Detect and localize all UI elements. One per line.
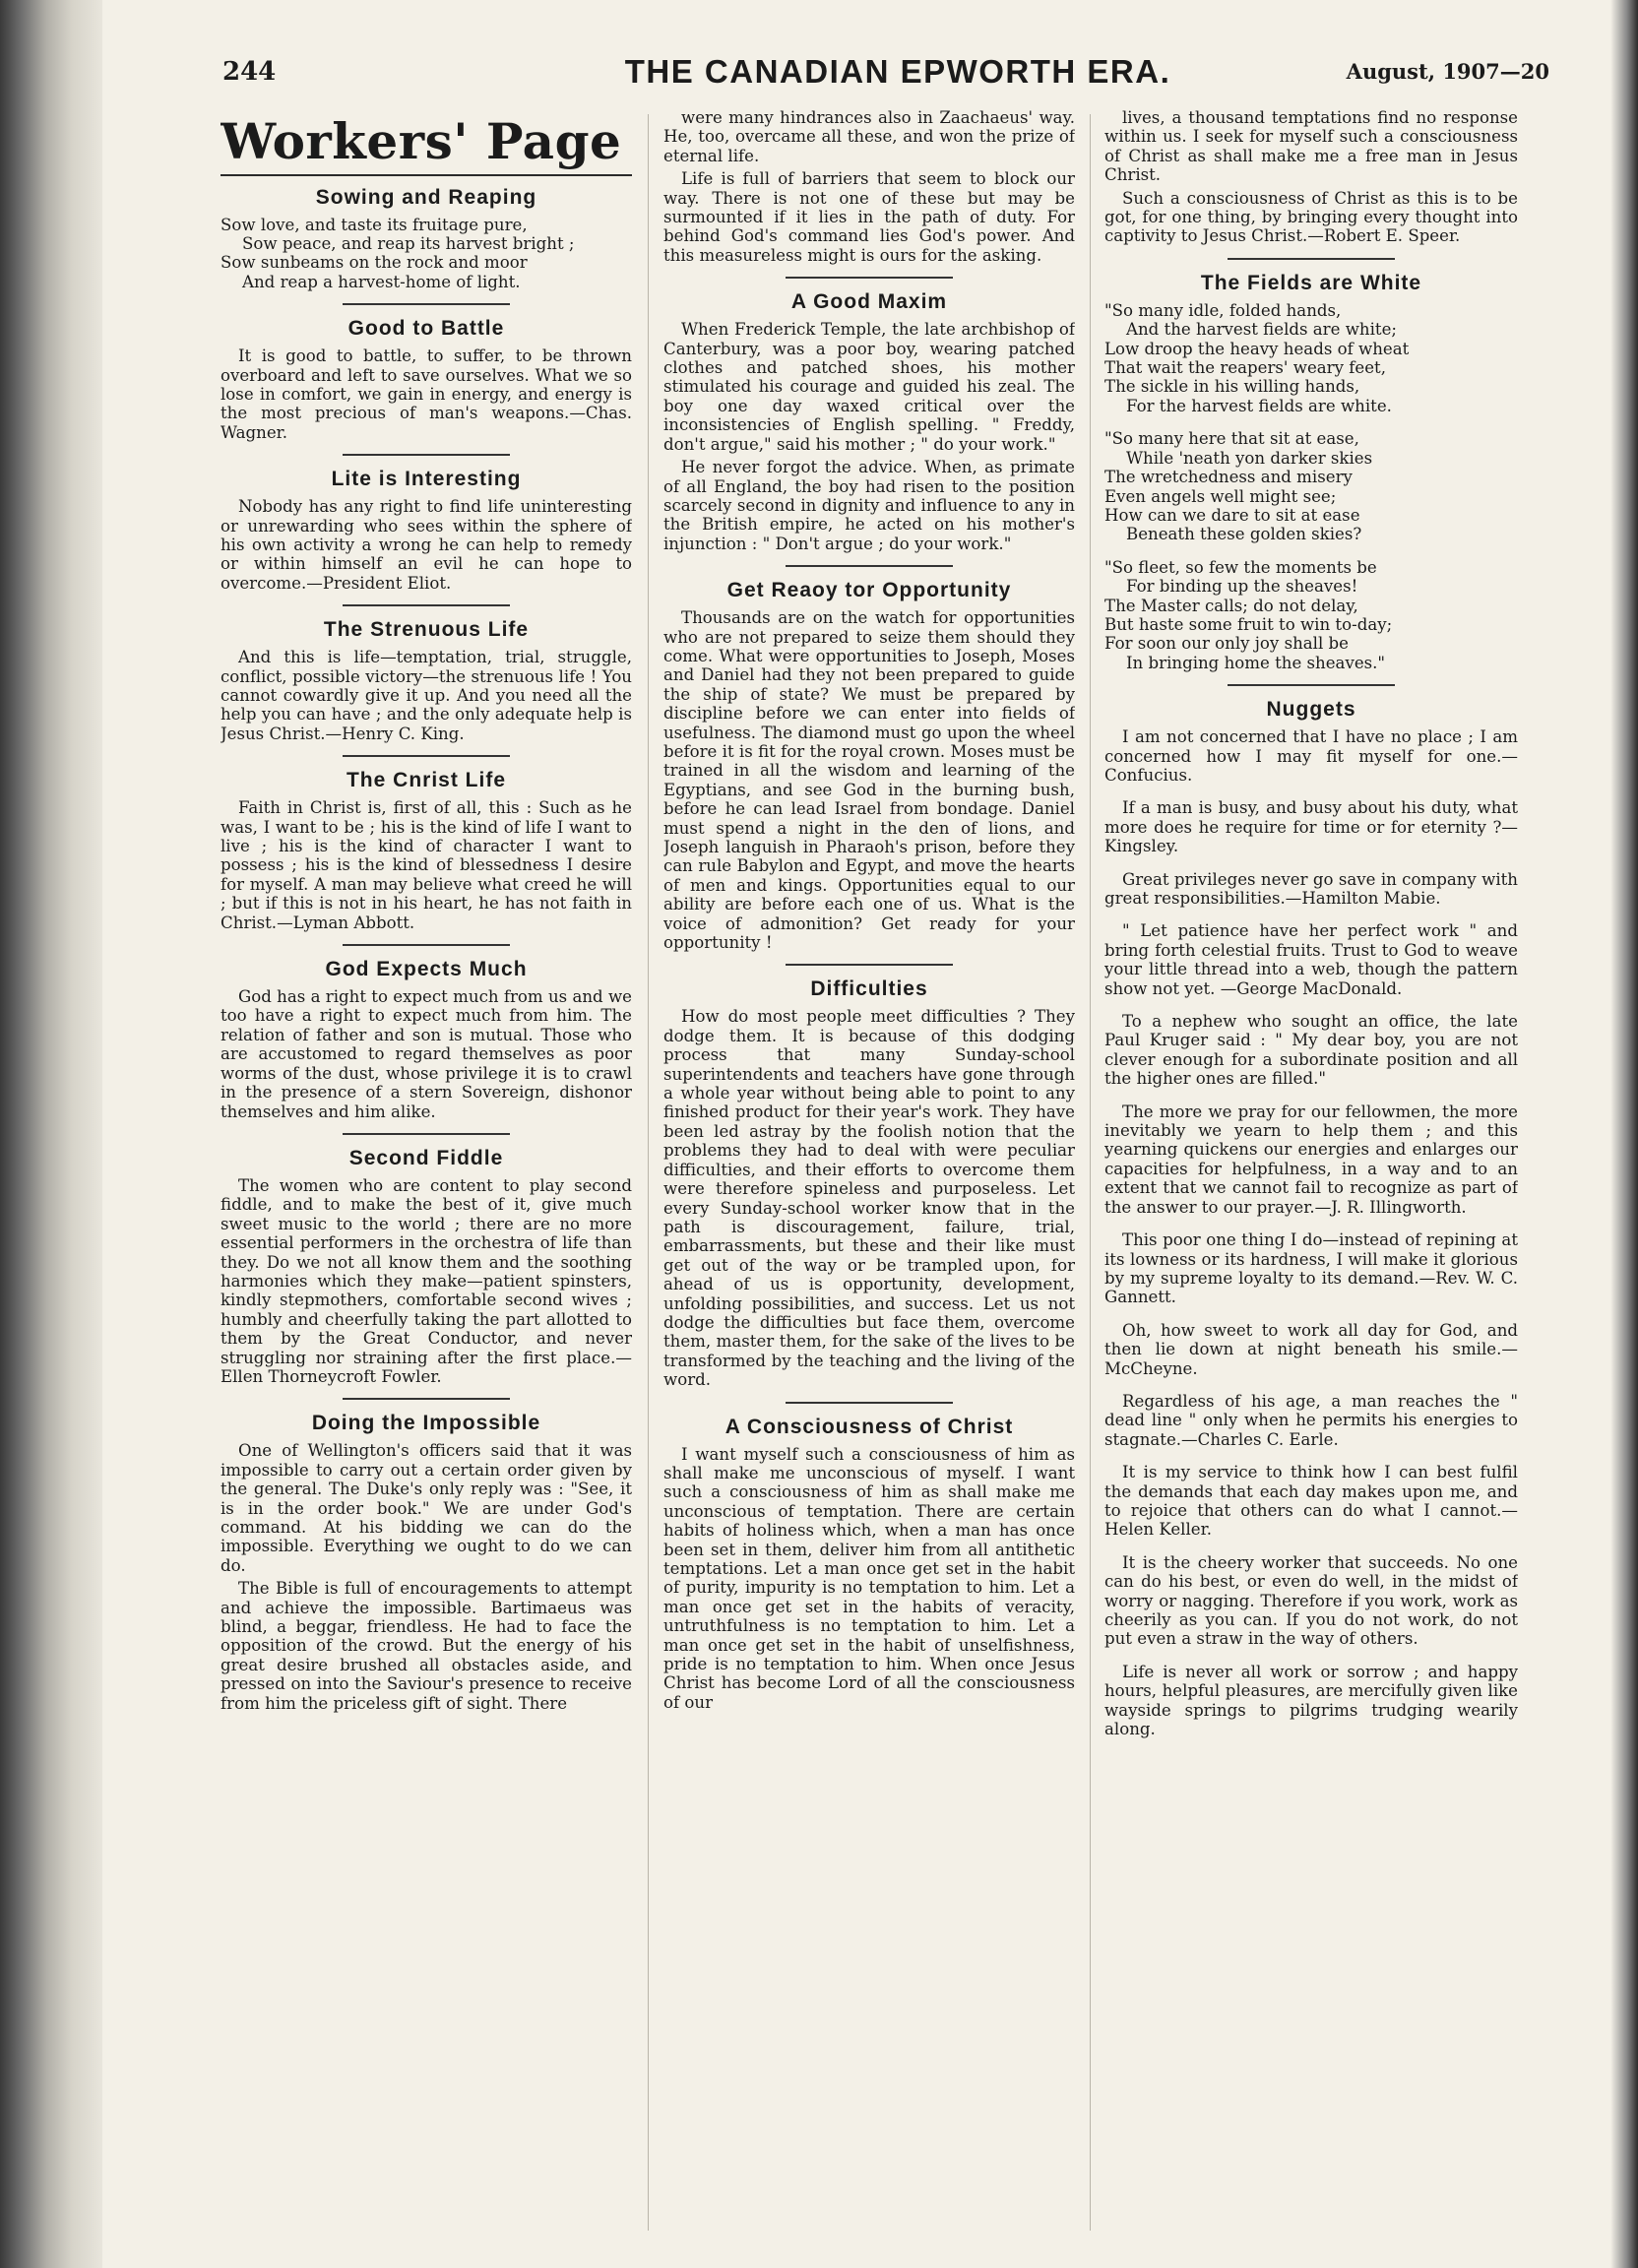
column-rule [1090,114,1091,2231]
section-separator [343,454,510,456]
page-title: Workers' Page [220,116,632,176]
article-title: Nuggets [1266,698,1356,722]
article-paragraph: Nobody has any right to find life uninteresting or unrewarding who sees within the sphere of his own activity a wrong he can help to remedy or within himself an evil he can hope to overcome.—President Eliot. [220,497,632,593]
poem-stanza [1104,558,1518,672]
issue-date: August, 1907—20 [1346,59,1549,84]
article-paragraph: When Frederick Temple, the late archbishop of Canterbury, was a poor boy, wearing patched clothes and patched shoes, his mother stimulated his courage and guided his zeal. The boy one day waxed critical over the inconsistencies of English spelling. " Freddy, don't argue," said his mother ; " do your work." [663,320,1075,454]
section-separator [1228,258,1395,260]
article-title: Good to Battle [347,317,505,341]
poem-line: For the harvest fields are white. [1126,396,1392,415]
article [1104,698,1518,1738]
poem-line: Sow peace, and reap its harvest bright ; [242,233,575,253]
article [663,108,1075,265]
article-paragraph: And this is life—temptation, trial, struggle, conflict, possible victory—the strenuous life ! You cannot cowardly give it up. And you need all the help you can have ; and the only adequate help is Jesus Christ.—Henry C. King. [220,648,632,743]
article-paragraph: lives, a thousand temptations find no response within us. I seek for myself such a consciousness of Christ as shall make me a free man in Jesus Christ. [1104,108,1518,185]
article-title: Sowing and Reaping [315,185,537,209]
poem-line: How can we dare to sit at ease [1104,505,1360,525]
article [220,468,632,593]
article-paragraph: He never forgot the advice. When, as primate of all England, the boy had risen to the position scarcely second in dignity and influence to any in the British empire, he acted on his mother's injunction : " Don't argue ; do your work." [663,458,1075,553]
poem-line: For soon our only joy shall be [1104,634,1349,654]
poem-line: "So many here that sit at ease, [1104,429,1359,449]
poem-line: The sickle in his willing hands, [1104,377,1360,397]
nugget-paragraph: To a nephew who sought an office, the late Paul Kruger said : " My dear boy, you are not clever enough for a subordinate position and all the higher ones are filled." [1104,1012,1518,1089]
article-title: Difficulties [810,977,928,1001]
article [663,977,1075,1389]
nugget-paragraph: If a man is busy, and busy about his duty, what more does he require for time or for eternity ?—Kingsley. [1104,798,1518,856]
article [220,1147,632,1386]
article-paragraph: One of Wellington's officers said that it was impossible to carry out a certain order given by the general. The Duke's only reply was : "See, it is in the order book." We are under God's command. At his bidding we can do the impossible. Everything we ought to do we can do. [220,1441,632,1575]
poem-line: "So fleet, so few the moments be [1104,557,1377,577]
book-binding-shadow [0,0,102,2268]
article [663,579,1075,952]
section-separator [786,277,953,279]
article [1104,108,1518,246]
article-title: Get Reaoy tor Opportunity [726,579,1012,602]
section-separator [1228,684,1395,686]
article-title: Doing the Impossible [311,1412,541,1435]
nugget-paragraph: The more we pray for our fellowmen, the more inevitably we yearn to help them ; and this yearning quickens our energies and enlarges our capacities for helpfulness, in a way and to an extent that we cannot fail to recognize as part of the answer to our prayer.—J. R. Illingworth. [1104,1102,1518,1217]
column-3-articles [1104,108,1518,1738]
article-paragraph: How do most people meet difficulties ? They dodge them. It is because of this dodging process that many Sunday-school superintendents and teachers have gone through a whole year without being able to point to any finished product for their year's work. They have been led astray by the foolish notion that the problems they had to deal with were peculiar difficulties, and their efforts to overcome them were therefore spineless and purposeless. Let every Sunday-school worker know that in the path is discouragement, failure, trial, embarrassments, but these and their like must get out of the way or be trampled upon, for ahead of us is opportunity, development, unfolding possibilities, and success. Let us not dodge the difficulties but face them, overcome them, master them, for the sake of the lives to be transformed by the teaching and the living of the word. [663,1007,1075,1390]
poem-line: Even angels well might see; [1104,486,1337,506]
magazine-page [219,51,1577,2246]
article-paragraph: Life is full of barriers that seem to block our way. There is not one of these but may be surmounted if it lies in the path of duty. For behind God's command lies God's power. And this measureless might is ours for the asking. [663,169,1075,265]
article-paragraph: were many hindrances also in Zaachaeus' way. He, too, overcame all these, and won the prize of eternal life. [663,108,1075,165]
column-1 [220,108,632,2235]
poem-line: For binding up the sheaves! [1126,577,1358,597]
article [220,1412,632,1713]
article [220,317,632,442]
article-title: God Expects Much [325,958,528,981]
article-title: Lite is Interesting [331,468,522,491]
poem-line: Low droop the heavy heads of wheat [1104,339,1410,358]
column-2 [663,108,1075,2235]
nugget-paragraph: Great privileges never go save in company with great responsibilities.—Hamilton Mabie. [1104,869,1518,908]
masthead: THE CANADIAN EPWORTH ERA. [624,53,1171,90]
article-title: A Good Maxim [790,290,948,314]
article-title: The Fields are White [1200,271,1422,294]
poem-line: "So many idle, folded hands, [1104,300,1342,320]
page-edge-shadow [1610,0,1638,2268]
article-paragraph: Such a consciousness of Christ as this is to be got, for one thing, by bringing every thought into captivity to Jesus Christ.—Robert E. Speer. [1104,188,1518,246]
article [220,958,632,1121]
section-separator [343,1133,510,1135]
poem-line: Sow sunbeams on the rock and moor [220,253,528,273]
poem-line: That wait the reapers' weary feet, [1104,358,1386,378]
nugget-paragraph: Regardless of his age, a man reaches the " dead line " only when he permits his energies to stagnate.—Charles C. Earle. [1104,1391,1518,1449]
section-separator [343,303,510,305]
poem-line: Beneath these golden skies? [1126,525,1362,544]
nugget-paragraph: " Let patience have her perfect work " and bring forth celestial fruits. Trust to God to weave your little thread into a web, though the pattern show not yet. —George MacDonald. [1104,921,1518,998]
article [220,186,632,292]
section-separator [786,964,953,966]
article-paragraph: God has a right to expect much from us and we too have a right to expect much from him. The relation of father and son is mutual. Those who are accustomed to regard themselves as poor worms of the dust, whose privilege it is to crawl in the presence of a stern Sovereign, dishonor themselves and him alike. [220,987,632,1121]
section-separator [786,565,953,567]
article [1104,272,1518,672]
poem-line: The Master calls; do not delay, [1104,596,1358,615]
poem-stanza [220,216,632,292]
article [220,618,632,743]
article-title: A Consciousness of Christ [724,1415,1014,1438]
column-3 [1104,108,1518,2235]
article-title: The Cnrist Life [346,769,506,792]
article-paragraph: I want myself such a consciousness of him as shall make me unconscious of myself. I want such a consciousness of him as shall make me unconscious of temptation. There are certain habits of holiness which, when a man has once been set in them, deliver him from all antithetic temptations. Let a man once get set in the habit of purity, impurity is no temptation to him. Let a man once get set in the habits of veracity, untruthfulness is no temptation to him. Let a man once get set in the habit of unselfishness, pride is no temptation to him. When once Jesus Christ has become Lord of all the consciousness of our [663,1444,1075,1712]
poem-stanza [1104,301,1518,415]
section-separator [343,755,510,757]
section-separator [343,604,510,606]
poem-line: And reap a harvest-home of light. [242,272,521,291]
article-paragraph: Faith in Christ is, first of all, this : Such as he was, I want to be ; his is the kind of life I want to live ; his is the kind of character I want to possess ; his is the kind of blessedness I desire for myself. A man may believe what creed he will ; but if this is not in his heart, he has not faith in Christ.—Lyman Abbott. [220,798,632,932]
poem-line: But haste some fruit to win to-day; [1104,614,1393,634]
article-title: Second Fiddle [348,1146,504,1169]
article [663,290,1075,553]
nugget-paragraph: It is my service to think how I can best fulfil the demands that each day makes upon me, and to rejoice that others can do what I cannot.—Helen Keller. [1104,1463,1518,1540]
article-title: The Strenuous Life [323,618,530,642]
article-paragraph: The Bible is full of encouragements to attempt and achieve the impossible. Bartimaeus was blind, a beggar, friendless. He had to face the opposition of the crowd. But the energy of his great desire brushed all obstacles aside, and pressed on into the Saviour's presence to receive from him the priceless gift of sight. There [220,1579,632,1713]
nugget-paragraph: I am not concerned that I have no place ; I am concerned how I may fit myself for one.—Confucius. [1104,727,1518,785]
section-separator [343,1398,510,1400]
section-separator [786,1402,953,1404]
poem-line: In bringing home the sheaves." [1126,653,1386,672]
article [220,769,632,932]
column-rule [648,114,649,2231]
column-2-articles [663,108,1075,1712]
poem-line: The wretchedness and misery [1104,468,1353,487]
poem-line: And the harvest fields are white; [1126,320,1397,340]
page-number: 244 [222,57,277,87]
nugget-paragraph: It is the cheery worker that succeeds. No one can do his best, or even do well, in the midst of worry or nagging. Therefore if you work, work as cheerily as you can. If you do not work, do not put even a straw in the way of others. [1104,1552,1518,1649]
nugget-paragraph: Oh, how sweet to work all day for God, and then lie down at night beneath his smile.—McCheyne. [1104,1320,1518,1378]
article [663,1416,1075,1713]
column-1-articles [220,186,632,1714]
article-paragraph: The women who are content to play second fiddle, and to make the best of it, give much sweet music to the world ; there are no more essential performers in the orchestra of life than they. Do we not all know them and the soothing harmonies which they make—patient spinsters, kindly stepmothers, comfortable second wives ; humbly and cheerfully taking the part allotted to them by the Great Conductor, and never struggling nor straining after the first place.—Ellen Thorneycroft Fowler. [220,1175,632,1386]
poem-stanza [1104,429,1518,543]
poem-line: Sow love, and taste its fruitage pure, [220,215,528,234]
section-separator [343,944,510,946]
nugget-paragraph: Life is never all work or sorrow ; and happy hours, helpful pleasures, are mercifully given like wayside springs to pilgrims trudging wearily along. [1104,1662,1518,1739]
page-header [219,51,1577,98]
article-paragraph: Thousands are on the watch for opportunities who are not prepared to seize them should they come. What were opportunities to Joseph, Moses and Daniel had they not been prepared to guide the ship of state? We must be prepared by discipline before we can enter into fields of usefulness. The diamond must go upon the wheel before it is fit for the royal crown. Moses must be trained in all the wisdom and learning of the Egyptians, and see God in the burning bush, before he can lead Israel from bondage. Daniel must spend a night in the den of lions, and Joseph languish in Pharaoh's prison, before they can rule Babylon and Egypt, and move the hearts of men and kings. Opportunities equal to our ability are before each one of us. What is the voice of admonition? Get ready for your opportunity ! [663,608,1075,953]
poem-line: While 'neath yon darker skies [1126,448,1373,468]
nugget-paragraph: This poor one thing I do—instead of repining at its lowness or its hardness, I will make it glorious by my supreme loyalty to its demand.—Rev. W. C. Gannett. [1104,1230,1518,1307]
article-paragraph: It is good to battle, to suffer, to be thrown overboard and left to save ourselves. What we so lose in comfort, we gain in energy, and energy is the most precious of man's weapons.—Chas. Wagner. [220,346,632,442]
